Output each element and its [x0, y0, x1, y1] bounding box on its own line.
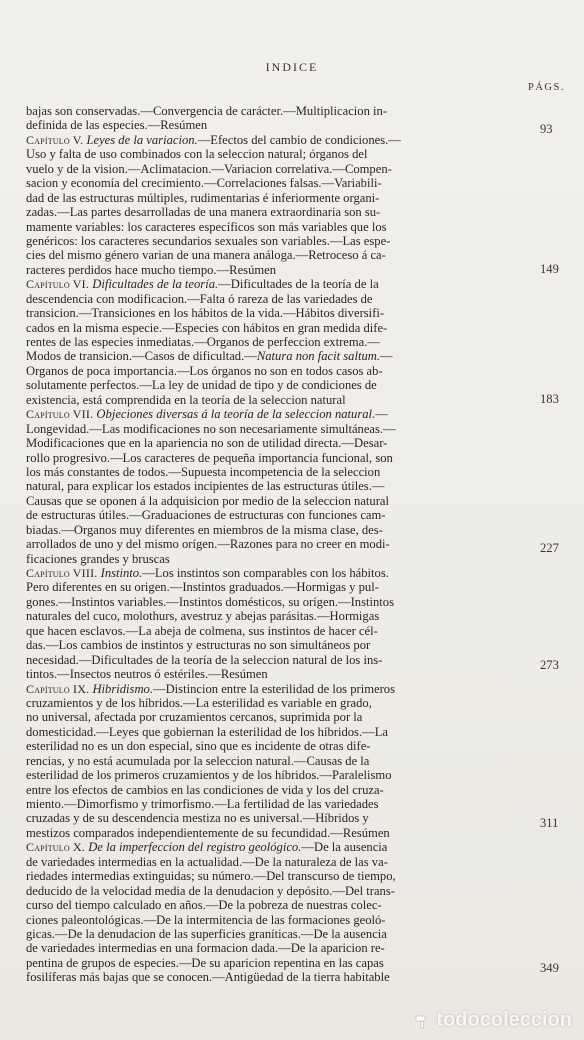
page-number: 311: [540, 816, 559, 830]
toc-line: ficaciones grandes y bruscas: [26, 551, 170, 566]
chapter-heading-vii: [26, 407, 530, 421]
watermark: [414, 1009, 572, 1032]
toc-line: dad de las estructuras múltiples, rudimentarias é inferiormente organi-: [26, 190, 380, 205]
chapter-heading-vi: [26, 277, 530, 291]
toc-line: cies del mismo género varian de una manera análoga.—Retroceso á ca-: [26, 248, 386, 263]
page-number: 149: [540, 262, 559, 276]
toc-line: Longevidad.—Las modificaciones no son necesariamente simultáneas.—: [26, 421, 396, 436]
toc-line: cados en la misma especie.—Especies con hábitos en gran medida dife-: [26, 320, 388, 335]
page-number: 183: [540, 392, 559, 406]
toc-line: ciones paleontológicas.—De la intermitencia de las formaciones geoló-: [26, 912, 386, 927]
toc-line: de variedades intermedias en la actualidad.—De la naturaleza de las va-: [26, 854, 388, 869]
toc-line: entre los efectos de cambios en las condiciones de vida y los del cruza-: [26, 782, 384, 797]
chapter-label: Capítulo VIII.: [26, 566, 98, 580]
chapter-title: Objeciones diversas á la teoría de la seleccion natural.: [96, 407, 376, 422]
toc-line: existencia, está comprendida en la teoría de la seleccion natural: [26, 392, 346, 407]
toc-line: genéricos: los caracteres secundarios sexuales son variables.—Las espe-: [26, 233, 391, 248]
toc-line: curso del tiempo calculado en años.—De la pobreza de nuestras colec-: [26, 898, 382, 913]
toc-line: esterilidad no es un don especial, sino que es incidente de otras dife-: [26, 739, 371, 754]
toc-line: naturales del cuco, molothurs, avestruz y abejas parásitas.—Hormigas: [26, 609, 380, 624]
toc-line: rencias, y no está acumulada por la seleccion natural.—Causas de la: [26, 753, 370, 768]
toc-line: no universal, afectada por cruzamientos cercanos, suprimida por la: [26, 710, 363, 725]
chapter-summary-start: —De la ausencia: [301, 840, 388, 855]
chapter-heading-x: [26, 840, 530, 854]
toc-line: Causas que se oponen á la adquisicion por medio de la seleccion natural: [26, 493, 390, 508]
chapter-summary-start: —Distincion entre la esterilidad de los primeros: [152, 681, 396, 696]
chapter-title: De la imperfeccion del registro geológico.: [88, 840, 302, 855]
toc-line: mestizos comparados independientemente de su fecundidad.—Resúmen: [26, 825, 390, 840]
toc-line: cruzamientos y de los híbridos.—La esterilidad es variable en grado,: [26, 695, 372, 710]
chapter-heading-viii: [26, 566, 530, 580]
toc-line: fosilíferas más bajas que se conocen.—Antigüedad de la tierra habitable: [26, 970, 390, 985]
toc-line: deducido de la velocidad media de la denudacion y depósito.—Del trans-: [26, 883, 395, 898]
chapter-summary-start: —Efectos del cambio de condiciones.—: [197, 132, 401, 147]
page-number: 349: [540, 961, 559, 975]
toc-line: biadas.—Organos muy diferentes en miembros de la misma clase, des-: [26, 522, 383, 537]
toc-line: arrollados de uno y del mismo orígen.—Razones para no creer en modi-: [26, 537, 390, 552]
chapter-label: Capítulo V.: [26, 132, 84, 147]
toc-line: de variedades intermedias en una formacion dada.—De la aparicion re-: [26, 941, 385, 956]
toc-line: domesticidad.—Leyes que gobiernan la esterilidad de los híbridos.—La: [26, 724, 388, 739]
toc-line: gones.—Instintos variables.—Instintos domésticos, su orígen.—Instintos: [26, 594, 394, 609]
toc-line: Organos de poca importancia.—Los órganos no son en todos casos ab-: [26, 363, 383, 378]
toc-line: descendencia con modificacion.—Falta ó rareza de las variedades de: [26, 291, 373, 306]
chapter-title: Hibridismo.: [92, 681, 153, 696]
toc-line: sacion y economía del crecimiento.—Correlaciones falsas.—Variabili-: [26, 176, 382, 191]
toc-line: rollo progresivo.—Los caracteres de pequeña importancia funcional, son: [26, 450, 393, 465]
chapter-heading-v: [26, 133, 530, 147]
chapter-summary-start: —Los instintos son comparables con los hábitos.: [142, 566, 389, 580]
chapter-title: Instinto.: [100, 566, 143, 580]
toc-line: solutamente perfectos.—La ley de unidad de tipo y de condiciones de: [26, 378, 377, 393]
chapter-title: Leyes de la variacion.: [86, 132, 198, 147]
toc-line: de estructuras útiles.—Graduaciones de estructuras con funciones cam-: [26, 508, 386, 523]
chapter-summary-start: —: [375, 407, 388, 422]
running-head-title: INDICE: [265, 60, 319, 74]
toc-line: Uso y falta de uso combinados con la seleccion natural; órganos del: [26, 147, 368, 162]
toc-text: Modos de transicion.—Casos de dificultad.—: [26, 349, 257, 364]
toc-line: Modificaciones que en la apariencia no son de utilidad directa.—Desar-: [26, 436, 388, 451]
toc-line: das.—Los cambios de instintos y estructuras no son simultáneos por: [26, 638, 371, 653]
chapter-label: Capítulo X.: [26, 840, 86, 855]
toc-line: definida de las especies.—Resúmen: [26, 118, 208, 133]
toc-line: riedades intermedias extinguidas; su número.—Del transcurso de tiempo,: [26, 869, 396, 884]
toc-line: Pero diferentes en su origen.—Instintos graduados.—Hormigas y pul-: [26, 580, 379, 595]
chapter-heading-ix: [26, 682, 530, 696]
toc-line: natural, para explicar los estados incipientes de las estructuras útiles.—: [26, 479, 385, 494]
toc-line: gicas.—De la denudacion de las superficies graníticas.—De la ausencia: [26, 926, 387, 941]
toc-line: necesidad.—Dificultades de la teoría de la seleccion natural de los ins-: [26, 652, 383, 667]
chapter-summary-start: —Dificultades de la teoría de la: [218, 277, 379, 292]
toc-line: zadas.—Las partes desarrolladas de una manera extraordinaria son su-: [26, 205, 381, 220]
watermark-text: todocoleccion: [436, 1009, 572, 1031]
chapter-label: Capítulo IX.: [26, 681, 90, 696]
chapter-label: Capítulo VII.: [26, 407, 94, 422]
page-number: 273: [540, 658, 559, 672]
toc-line: rentes de las especies inmediatas.—Organos de perfeccion extrema.—: [26, 335, 381, 349]
toc-line: racteres perdidos hace mucho tiempo.—Resúmen: [26, 262, 277, 277]
toc-text: —: [380, 349, 393, 364]
toc-line: pentina de grupos de especies.—De su aparicion repentina en las capas: [26, 955, 384, 970]
hammer-icon: [414, 1013, 430, 1029]
toc-line: bajas son conservadas.—Convergencia de carácter.—Multiplicacion in-: [26, 104, 388, 118]
toc-line: transicion.—Transiciones en los hábitos de la vida.—Hábitos diversifi-: [26, 306, 385, 321]
toc-line: miento.—Dimorfismo y trimorfismo.—La fertilidad de las variedades: [26, 797, 379, 811]
toc-line-modos: [26, 349, 530, 363]
pages-column-label: PÁGS.: [528, 82, 565, 93]
toc-line: vuelo y de la vision.—Aclimatacion.—Variacion correlativa.—Compen-: [26, 161, 392, 176]
toc-line: mamente variables: los caracteres específicos son más variables que los: [26, 219, 387, 234]
toc-line: los más constantes de todos.—Supuesta incompetencia de la seleccion: [26, 464, 381, 479]
toc-line: tintos.—Insectos neutros ó estériles.—Resúmen: [26, 667, 268, 682]
toc-line: esterilidad de los primeros cruzamientos y de los híbridos.—Paralelismo: [26, 768, 392, 783]
toc-line: cruzadas y de su descendencia mestiza no es universal.—Híbridos y: [26, 811, 369, 826]
table-of-contents: [26, 104, 530, 985]
latin-phrase: Natura non facit saltum.: [256, 349, 381, 364]
chapter-label: Capítulo VI.: [26, 277, 90, 292]
page-number: 227: [540, 541, 559, 555]
page-number: 93: [540, 122, 553, 136]
toc-line: que hacen esclavos.—La abeja de colmena, sus instintos de hacer cél-: [26, 623, 378, 638]
chapter-title: Dificultades de la teoría.: [92, 277, 219, 292]
